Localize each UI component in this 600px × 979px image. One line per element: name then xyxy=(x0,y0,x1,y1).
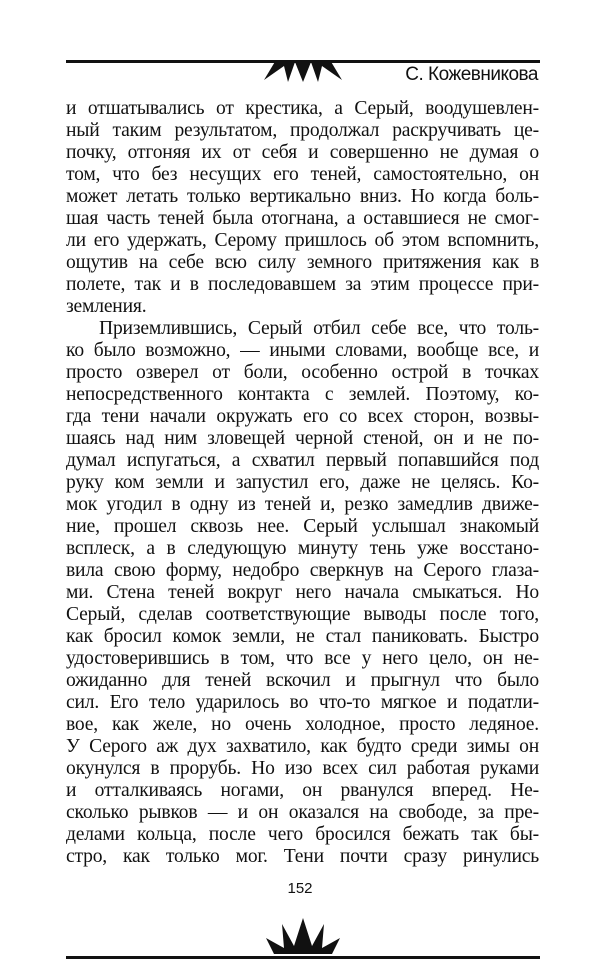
text-line: вое, как желе, но очень холодное, просто ледяное. xyxy=(66,714,539,735)
sun-ornament-icon xyxy=(262,916,344,956)
text-line: как бросил комок земли, не стал паниковать. Быстро xyxy=(66,626,539,647)
text-line: земления. xyxy=(66,296,147,317)
text-line: делами кольца, после чего бросился бежать так бы- xyxy=(66,824,539,845)
sun-ornament-icon xyxy=(262,58,344,98)
text-line: полете, так и в последовавшем за этим процессе при- xyxy=(66,274,539,295)
text-line: том, что без несущих его теней, самостоятельно, он xyxy=(66,164,539,185)
text-line: ожиданно для теней вскочил и прыгнул что было xyxy=(66,670,539,691)
text-line: У Серого аж дух захватило, как будто среди зимы он xyxy=(66,736,539,757)
text-line: ми. Стена теней вокруг него начала смыкаться. Но xyxy=(66,582,539,603)
text-line: ли его удержать, Серому пришлось об этом вспомнить, xyxy=(66,230,539,251)
text-line: стро, как только мог. Тени почти сразу ринулись xyxy=(66,846,539,867)
text-line: и отшатывались от крестика, а Серый, воодушевлен- xyxy=(66,98,539,119)
text-line: ко было возможно, — иными словами, вообще все, и xyxy=(66,340,539,361)
text-line: ный таким результатом, продолжал раскручивать це- xyxy=(66,120,539,141)
text-line: может летать только вертикально вниз. Но когда боль- xyxy=(66,186,539,207)
text-line: всплеск, а в следующую минуту тень уже восстано- xyxy=(66,538,539,559)
text-line: сил. Его тело ударилось во что-то мягкое и податли- xyxy=(66,692,539,713)
text-line: ощутив на себе всю силу земного притяжения как в xyxy=(66,252,539,273)
text-line: Приземлившись, Серый отбил себе все, что толь- xyxy=(99,318,539,339)
footer-rule xyxy=(66,956,540,959)
text-line: сколько рывков — и он оказался на свободе, за пре- xyxy=(66,802,539,823)
text-line: шая часть теней была отогнана, а оставшиеся не смог- xyxy=(66,208,539,229)
text-line: руку ком земли и запустил его, даже не целясь. Ко- xyxy=(66,472,539,493)
text-line: и отталкиваясь ногами, он рванулся вперед. Не- xyxy=(66,780,539,801)
text-line: думал испугаться, а схватил первый попавшийся под xyxy=(66,450,539,471)
text-line: мок угодил в одну из теней и, резко замедлив движе- xyxy=(66,494,539,515)
text-line: Серый, сделав соответствующие выводы после того, xyxy=(66,604,539,625)
text-line: непосредственного контакта с землей. Поэтому, ко- xyxy=(66,384,539,405)
text-line: шаясь над ним зловещей черной стеной, он и не по- xyxy=(66,428,539,449)
text-line: вила свою форму, недобро сверкнув на Серого глаза- xyxy=(66,560,539,581)
text-line: гда тени начали окружать его со всех сторон, возвы- xyxy=(66,406,539,427)
text-line: просто озверел от боли, особенно острой в точках xyxy=(66,362,539,383)
text-line: окунулся в прорубь. Но изо всех сил работая руками xyxy=(66,758,539,779)
text-line: почку, отгоняя их от себя и совершенно не думая о xyxy=(66,142,539,163)
running-header-author: С. Кожевникова xyxy=(405,64,538,85)
page-number: 152 xyxy=(287,880,313,897)
page-body xyxy=(66,98,539,868)
text-line: удостоверившись в том, что все у него цело, он не- xyxy=(66,648,539,669)
text-line: ние, прошел сквозь нее. Серый услышал знакомый xyxy=(66,516,539,537)
